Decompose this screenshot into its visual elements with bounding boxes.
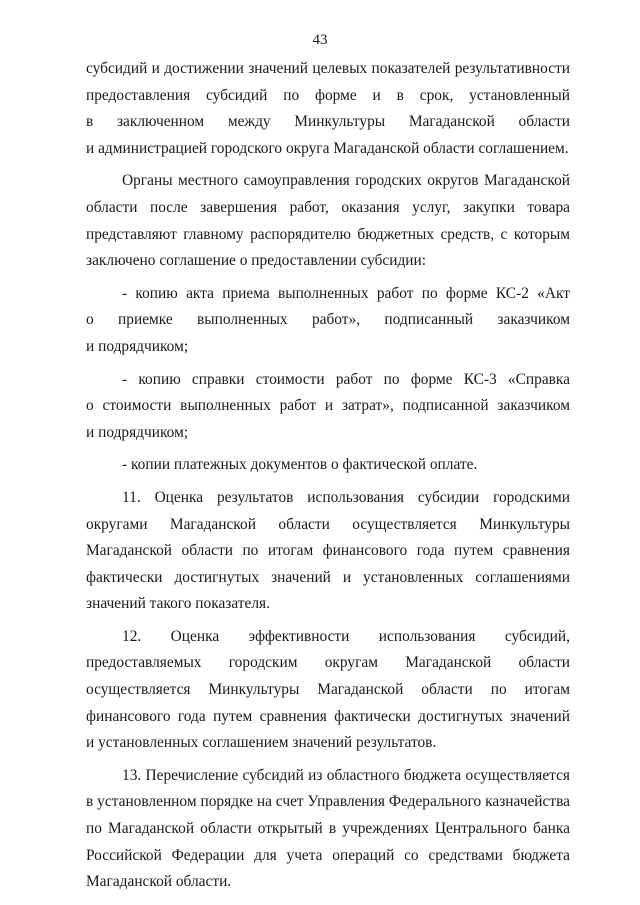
paragraph-local-authorities [86,168,570,274]
text-line: Российской Федерации для учета операций со средствами бюджета [86,846,570,864]
list-item-ks3-certificate [86,367,570,447]
text-line: - копию справки стоимости работ по форме КС-3 «Справка [122,370,570,388]
text-line: и установленных соглашением значений результатов. [86,734,437,752]
text-line: 11. Оценка результатов использования субсидии городскими [122,488,570,506]
text-line: округами Магаданской области осуществляется Минкультуры [86,515,570,533]
page-number: 43 [312,32,328,48]
text-line: о стоимости выполненных работ и затрат», подписанной заказчиком [86,397,570,415]
text-line: Магаданской области. [86,873,232,891]
text-line: Органы местного самоуправления городских округов Магаданской [122,172,570,190]
text-line: о приемке выполненных работ», подписанный заказчиком [86,311,570,329]
text-line: субсидий и достижении значений целевых показателей результативности [86,60,570,77]
text-line: предоставляемых городским округам Магаданской области [86,654,570,672]
list-item-payment-documents [86,452,570,479]
list-item-ks2-act [86,281,570,361]
text-line: - копии платежных документов о фактической оплате. [122,456,478,474]
text-line: Магаданской области по итогам финансового года путем сравнения [86,542,570,560]
paragraph-clause-11 [86,485,570,618]
text-line: и администрацией городского округа Магаданской области соглашением. [86,139,569,157]
text-line: в установленном порядке на счет Управления Федерального казначейства [86,793,570,811]
text-line: по Магаданской области открытый в учреждениях Центрального банка [86,820,570,838]
text-line: и подрядчиком; [86,423,189,441]
document-body [86,56,570,896]
text-line: представляют главному распорядителю бюджетных средств, с которым [86,225,570,243]
text-line: финансового года путем сравнения фактически достигнутых значений [86,707,570,725]
text-line: значений такого показателя. [86,595,270,613]
text-line: предоставления субсидий по форме и в срок, установленный [86,86,570,104]
paragraph-clause-13 [86,763,570,896]
text-line: фактически достигнутых значений и установленных соглашениями [86,568,570,586]
text-line: области после завершения работ, оказания услуг, закупки товара [86,198,570,216]
paragraph-clause-12 [86,624,570,757]
text-line: - копию акта приема выполненных работ по форме КС-2 «Акт [122,284,570,302]
text-line: 12. Оценка эффективности использования субсидий, [122,627,570,645]
text-line: в заключенном между Минкультуры Магаданской области [86,113,570,131]
text-line: и подрядчиком; [86,337,189,355]
paragraph-subsidy-results-continuation [86,56,570,162]
text-line: заключено соглашение о предоставлении субсидии: [86,252,427,270]
text-line: 13. Перечисление субсидий из областного бюджета осуществляется [122,766,570,784]
text-line: осуществляется Минкультуры Магаданской области по итогам [86,681,570,699]
